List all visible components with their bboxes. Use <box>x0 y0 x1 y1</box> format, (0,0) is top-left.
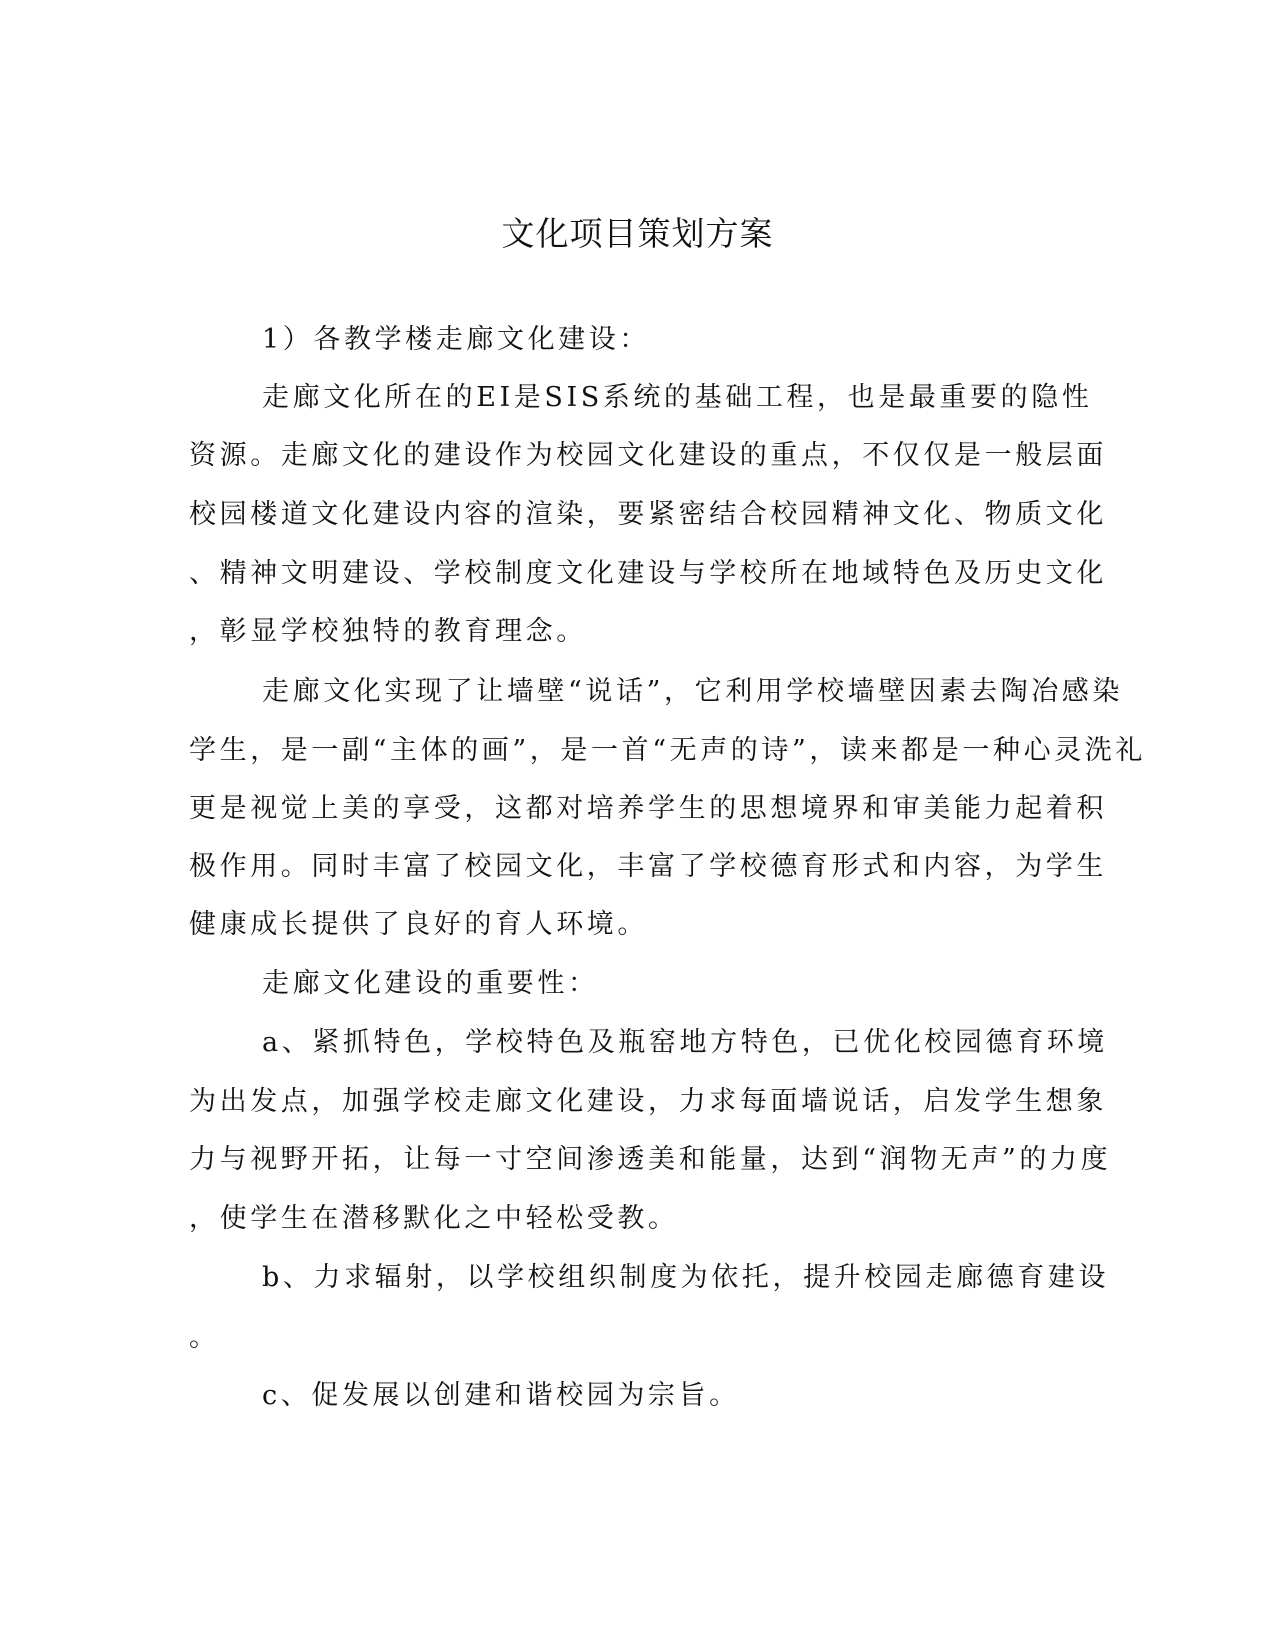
text-line: ，使学生在潜移默化之中轻松受教。 <box>189 1203 679 1234</box>
text-line: c、促发展以创建和谐校园为宗旨。 <box>262 1380 740 1411</box>
text-line: 走廊文化所在的EI是SIS系统的基础工程，也是最重要的隐性 <box>262 382 1093 413</box>
text-line: 为出发点，加强学校走廊文化建设，力求每面墙说话，启发学生想象 <box>189 1086 1107 1117</box>
text-line: 学生，是一副“主体的画”，是一首“无声的诗”，读来都是一种心灵洗礼 <box>189 735 1147 766</box>
text-line: 走廊文化建设的重要性： <box>262 968 599 999</box>
text-line: 更是视觉上美的享受，这都对培养学生的思想境界和审美能力起着积 <box>189 793 1107 824</box>
text-line: b、力求辐射，以学校组织制度为依托，提升校园走廊德育建设 <box>262 1262 1110 1293</box>
text-line: 1）各教学楼走廊文化建设： <box>262 324 650 355</box>
text-line: 校园楼道文化建设内容的渲染，要紧密结合校园精神文化、物质文化 <box>189 499 1107 530</box>
text-line: 。 <box>189 1322 220 1353</box>
text-line: 、精神文明建设、学校制度文化建设与学校所在地域特色及历史文化 <box>189 558 1107 589</box>
text-line: 力与视野开拓，让每一寸空间渗透美和能量，达到“润物无声”的力度 <box>189 1144 1112 1175</box>
text-line: 资源。走廊文化的建设作为校园文化建设的重点，不仅仅是一般层面 <box>189 440 1107 471</box>
document-title: 文化项目策划方案 <box>501 214 774 253</box>
text-line: ，彰显学校独特的教育理念。 <box>189 616 587 647</box>
text-line: a、紧抓特色，学校特色及瓶窑地方特色，已优化校园德育环境 <box>262 1027 1108 1058</box>
text-line: 走廊文化实现了让墙壁“说话”，它利用学校墙壁因素去陶冶感染 <box>262 676 1124 707</box>
text-line: 健康成长提供了良好的育人环境。 <box>189 909 648 940</box>
text-line: 极作用。同时丰富了校园文化，丰富了学校德育形式和内容，为学生 <box>189 851 1107 882</box>
